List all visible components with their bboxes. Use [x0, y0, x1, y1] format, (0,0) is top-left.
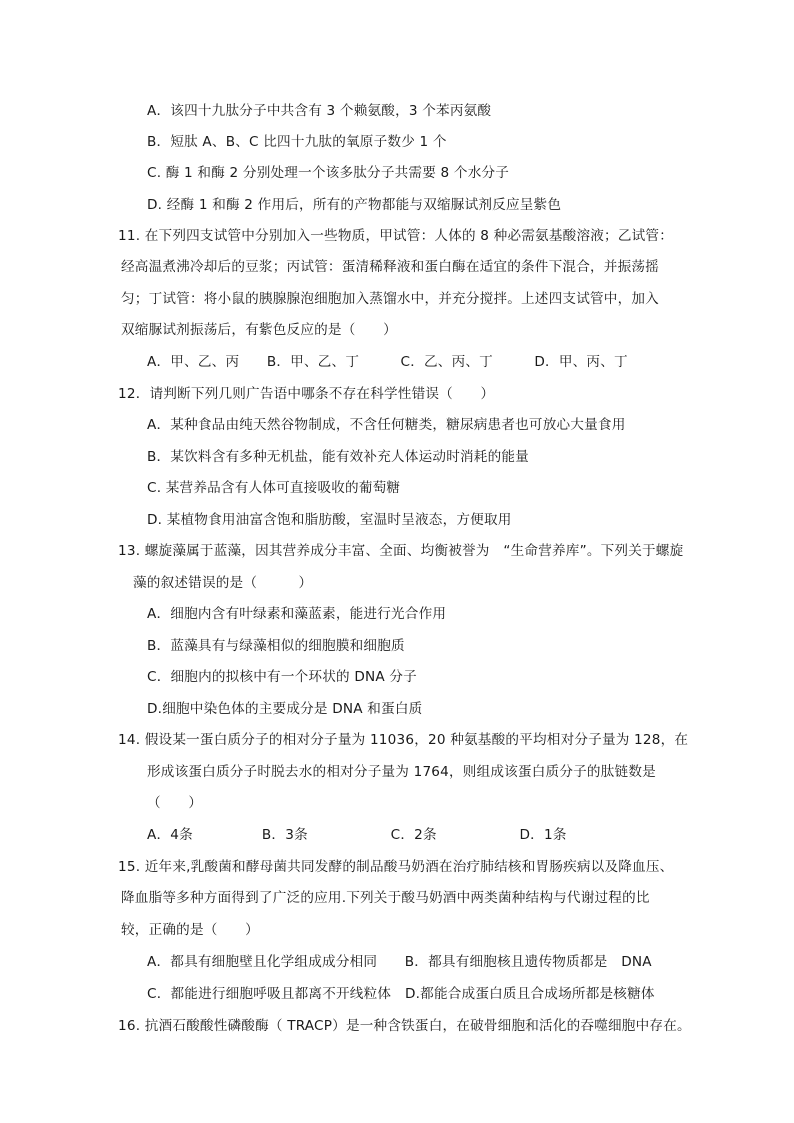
q15-stem-cont: 降血脂等多种方面得到了广泛的应用.下列关于酸马奶酒中两类菌种结构与代谢过程的比 [121, 890, 650, 906]
q10-option-a: A．该四十九肽分子中共含有 3 个赖氨酸，3 个苯丙氨酸 [147, 103, 492, 119]
q11-stem-cont: 匀；丁试管：将小鼠的胰腺腺泡细胞加入蒸馏水中，并充分搅拌。上述四支试管中，加入 [121, 291, 659, 307]
q10-option-b: B．短肽 A、B、C 比四十九肽的氧原子数少 1 个 [147, 134, 447, 150]
q11-stem: 11. 在下列四支试管中分别加入一些物质，甲试管：人体的 8 种必需氨基酸溶液；乙试管： [118, 228, 673, 244]
q13-option-d: D.细胞中染色体的主要成分是 DNA 和蛋白质 [147, 701, 423, 717]
q14-answer-blank: （ ） [147, 795, 203, 811]
q11-stem-cont: 双缩脲试剂振荡后，有紫色反应的是（ ） [121, 322, 397, 338]
q13-option-a: A．细胞内含有叶绿素和藻蓝素，能进行光合作用 [147, 606, 447, 622]
q15-options-cd: C．都能进行细胞呼吸且都离不开线粒体 D.都能合成蛋白质且合成场所都是核糖体 [147, 986, 655, 1002]
q13-stem: 13. 螺旋藻属于蓝藻，因其营养成分丰富、全面、均衡被誉为 “生命营养库”。下列关于螺旋 [118, 543, 684, 559]
q14-options: A．4条 B．3条 C．2条 D．1条 [147, 827, 567, 843]
q15-stem-cont: 较，正确的是（ ） [121, 922, 259, 938]
q11-stem-cont: 经高温煮沸冷却后的豆浆；丙试管：蛋清稀释液和蛋白酶在适宜的条件下混合，并振荡摇 [121, 259, 659, 275]
q12-stem: 12．请判断下列几则广告语中哪条不存在科学性错误（ ） [118, 386, 495, 402]
q13-stem-cont: 藻的叙述错误的是（ ） [133, 575, 313, 591]
q10-option-d: D. 经酶 1 和酶 2 作用后，所有的产物都能与双缩脲试剂反应呈紫色 [147, 197, 562, 213]
q11-options: A．甲、乙、丙 B．甲、乙、丁 C．乙、丙、丁 D．甲、丙、丁 [147, 354, 628, 370]
q14-stem-cont: 形成该蛋白质分子时脱去水的相对分子量为 1764，则组成该蛋白质分子的肽链数是 [147, 764, 656, 780]
q13-option-c: C．细胞内的拟核中有一个环状的 DNA 分子 [147, 669, 417, 685]
q12-option-c: C. 某营养品含有人体可直接吸收的葡萄糖 [147, 480, 401, 496]
q10-option-c: C. 酶 1 和酶 2 分别处理一个该多肽分子共需要 8 个水分子 [147, 165, 510, 181]
q13-option-b: B．蓝藻具有与绿藻相似的细胞膜和细胞质 [147, 638, 405, 654]
q12-option-b: B．某饮料含有多种无机盐，能有效补充人体运动时消耗的能量 [147, 449, 529, 465]
q12-option-d: D. 某植物食用油富含饱和脂肪酸，室温时呈液态，方便取用 [147, 512, 512, 528]
q14-stem: 14. 假设某一蛋白质分子的相对分子量为 11036，20 种氨基酸的平均相对分子量为 128，在 [118, 732, 689, 748]
q12-option-a: A．某种食品由纯天然谷物制成，不含任何糖类，糖尿病患者也可放心大量食用 [147, 417, 626, 433]
q15-stem: 15. 近年来,乳酸菌和酵母菌共同发酵的制品酸马奶酒在治疗肺结核和胃肠疾病以及降血压、 [118, 859, 674, 875]
q15-options-ab: A．都具有细胞壁且化学组成成分相同 B．都具有细胞核且遗传物质都是 DNA [147, 954, 652, 970]
q16-stem: 16. 抗酒石酸酸性磷酸酶（ TRACP）是一种含铁蛋白，在破骨细胞和活化的吞噬细胞中存在。 [118, 1018, 691, 1034]
